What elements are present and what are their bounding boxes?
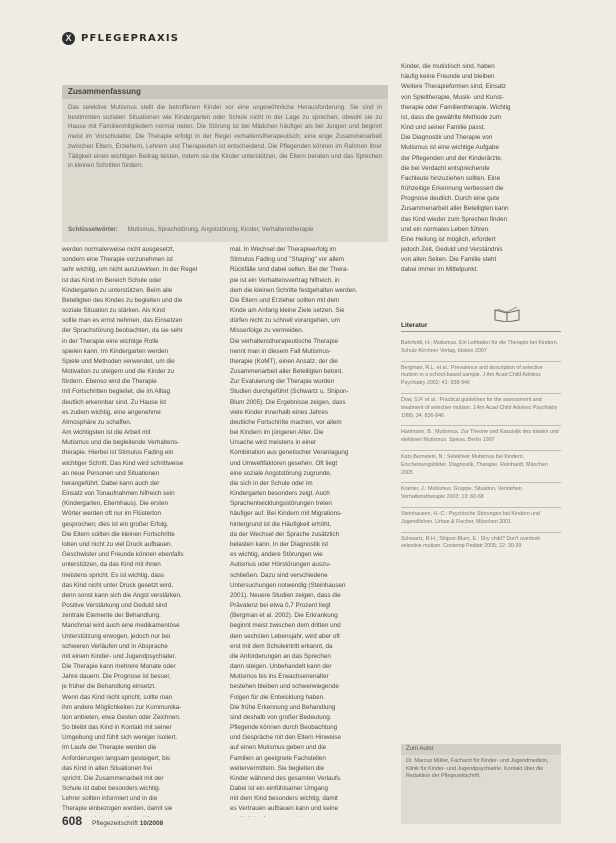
literature-entry: Steinhausen, H.-C.: Psychische Störungen bei Kindern und Jugendlichen. Urban & Fischer, München 2001: [401, 507, 561, 527]
text-line: es Vertrauen aufbauen kann und keine: [230, 805, 339, 813]
literature-entry: Katz-Bernstein, N.: Selektiver Mutismus bei Kindern. Erscheinungsbilder, Diagnostik, Therapie. Reinhardt, München 2005: [401, 450, 561, 477]
text-line: Prognose deutlich. Durch eine gute: [401, 195, 500, 203]
text-line: Therapie einbezogen werden, damit sie: [62, 805, 173, 813]
literature-entry: Bergman, R.L. et al.: Prevalence and description of selective mutism in a school-based sample. J Am Acad Child Adolesc Psychiatry 2002; 41: 938-946: [401, 361, 561, 388]
text-line: das Kind nicht unter Druck gesetzt wird,: [62, 581, 173, 589]
text-line: weitervermitteln. Sie begleiten die: [230, 764, 325, 772]
book-icon: [493, 306, 521, 322]
text-line: Die Therapie kann mehrere Monate oder: [62, 663, 176, 671]
text-line: Wenn das Kind nicht spricht, sollte man: [62, 693, 173, 701]
text-line: auf einen Mutismus geben und die: [230, 744, 327, 752]
summary-heading: Zusammenfassung: [62, 85, 388, 99]
text-line: meistens spricht. Es ist wichtig, dass: [62, 571, 165, 579]
text-line: und Umweltfaktoren gesehen. Oft liegt: [230, 459, 338, 467]
text-line: Folgen für die Entwicklung haben.: [230, 693, 325, 701]
text-line: und ein normales Leben führen.: [401, 225, 490, 233]
text-line: werden normalerweise nicht ausgesetzt,: [62, 246, 175, 253]
text-line: Kombination aus genetischer Veranlagung: [230, 449, 349, 457]
text-line: Stimulus Fading und "Shaping" vor allem: [230, 256, 345, 264]
text-line: fördern. Ebenso wird die Therapie: [62, 378, 157, 386]
journal-source: [92, 820, 163, 827]
text-line: die Anforderungen an das Sprechen: [230, 652, 331, 660]
text-line: Kindergarten besonders zeigt. Auch: [230, 490, 330, 498]
text-line: Fachleute hinzuziehen sollten. Eine: [401, 174, 501, 182]
text-line: denn sonst kann sich die Angst verstärken.: [62, 591, 182, 599]
text-line: Untersuchungen notwendig (Steinhausen: [230, 581, 346, 589]
text-line: da der Wechsel der Sprache zusätzlich: [230, 530, 340, 538]
text-line: Kinde am Anfang kleine Ziele setzen. Sie: [230, 307, 345, 315]
text-line: schweren Verläufen und in Absprache: [62, 642, 168, 650]
literature-entry: Kramer, J.: Mutismus. Gruppe, Situation, Verstehen. Verhaltenstherapie 2003; 13: 60-68: [401, 482, 561, 502]
text-line: loben und nicht zu viel Druck aufbauen.: [62, 540, 173, 548]
literature-entry: Hartmann, B.: Mutismus. Zur Theorie und Kasuistik des totalen und elektiven Mutismus. Spiess, Berlin 1997: [401, 425, 561, 445]
text-line: Kindergarten zu unterstützen. Beim alle: [62, 286, 173, 294]
text-line: 2001). Neuere Studien zeigen, dass die: [230, 591, 341, 599]
text-line: Atmosphäre zu schaffen.: [62, 418, 132, 426]
text-line: von Spieltherapie, Musik- und Kunst-: [401, 93, 504, 101]
text-line: Pflegende können durch Beobachtung: [230, 724, 338, 732]
text-line: nennt man in diesem Fall Mutismus-: [230, 347, 332, 355]
text-line: mit einem Kinder- und Jugendpsychiater.: [62, 652, 177, 660]
text-line: mit dem Kind besonders wichtig, damit: [230, 795, 338, 803]
section-header: [62, 30, 179, 46]
text-line: Mutismus ist eine wichtige Aufgabe: [401, 144, 500, 152]
text-line: Im Laufe der Therapie werden die: [62, 744, 157, 752]
literature-list: [401, 337, 561, 551]
text-line: Anforderungen langsam gesteigert, bis: [62, 754, 171, 762]
text-line: häufiger auf. Bei Kindern mit Migrations-: [230, 510, 343, 518]
text-line: Lehrer sollten informiert und in die: [62, 795, 158, 803]
text-line: tion anbieten, etwa Gesten oder Zeichnen.: [62, 713, 181, 721]
text-line: Ursache wird meistens in einer: [230, 439, 317, 447]
text-line: Jahre dauern. Die Prognose ist besser,: [62, 673, 171, 681]
keywords-line: [68, 226, 313, 233]
text-line: mit Fortschritten begleitet, die im Alltag: [62, 388, 171, 396]
text-line: mal. In Wechsel der Therapieerfolg im: [230, 246, 337, 253]
text-line: ihm andere Möglichkeiten zur Kommunika-: [62, 703, 182, 711]
author-heading: Zum Autor: [401, 744, 561, 755]
text-line: Kinder, die mutistisch sind, haben: [401, 63, 495, 70]
literature-heading: Literatur: [401, 322, 561, 332]
text-line: sondern eine Therapie vorzunehmen ist: [62, 256, 173, 264]
text-line: deutliche Fortschritte machen, vor allem: [230, 418, 342, 426]
summary-box: [62, 85, 388, 242]
text-line: Positive Verstärkung und Geduld sind: [62, 602, 168, 610]
text-line: herangeführt. Dabei kann auch der: [62, 479, 160, 487]
text-line: Die frühe Erkennung und Behandlung: [230, 703, 336, 711]
text-line: sind deshalb von großer Bedeutung.: [230, 713, 332, 721]
text-line: viele Kinder innerhalb eines Jahres: [230, 408, 329, 416]
text-line: hintergrund ist die Häufigkeit erhöht,: [230, 520, 332, 528]
text-line: Sprachentwicklungsstörungen treten: [230, 500, 332, 508]
text-line: der Pflegenden und der Kinderärzte,: [401, 154, 503, 162]
text-line: Geschwister und Freunde können ebenfalls: [62, 551, 184, 559]
text-line: Einsatz von Tonaufnahmen hilfreich sein: [62, 490, 175, 498]
text-line: Eine Heilung ist möglich, erfordert: [401, 235, 496, 243]
text-line: bei Kindern im jüngeren Alter. Die: [230, 429, 324, 437]
journal-issue: 10/2008: [139, 820, 164, 827]
author-box: [401, 744, 561, 824]
keywords-value: Mutismus, Sprachstörung, Angststörung, Kinder, Verhaltenstherapie: [127, 226, 314, 233]
text-line: schließen. Dazu sind verschiedene: [230, 571, 328, 579]
body-column-1: [62, 245, 220, 817]
text-line: eine soziale Angststörung zugrunde,: [230, 469, 332, 477]
body-column-3: [401, 62, 561, 302]
text-line: [230, 815, 388, 817]
text-line: unterstützen, da das Kind mit ihnen: [62, 561, 161, 569]
text-line: Kind und seiner Familie passt.: [401, 124, 486, 132]
text-line: ist, dass die gewählte Methode zum: [401, 113, 502, 121]
text-line: Rückfälle sind dabei selten. Bei der Thera-: [230, 266, 349, 274]
text-line: dem die kleinen Schritte festgehalten werden.: [230, 286, 358, 294]
text-line: Studien durchgeführt (Schwartz u. Shipon-: [230, 388, 349, 396]
text-line: ist das Kind im Bereich Schule oder: [62, 276, 162, 284]
text-line: therapie. Hierbei ist Stimulus Fading ein: [62, 449, 174, 457]
text-line: (Bergman et al. 2002). Die Erkrankung: [230, 612, 338, 620]
text-line: (Kindergarten, Elternhaus). Die ersten: [62, 500, 169, 508]
text-line: dabei immer im Mittelpunkt.: [401, 266, 478, 274]
text-line: häufig keine Freunde und bleiben: [401, 73, 495, 81]
text-line: in der Therapie eine wichtige Rolle: [62, 337, 159, 345]
author-text: Dr. Marcus Müller, Facharzt für Kinder- und Jugendmedizin, Klinik für Kinder- und Jugendpsychiatrie. Kontakt über die Redaktion der Pflegezeitschrift.: [406, 758, 549, 780]
text-line: Manchmal wird auch eine medikamentöse: [62, 622, 180, 630]
literature-entry: Bahrfeldt, H.; Mutismus. Ein Leitfaden für die Therapie bei Kindern. Schulz-Kirchner Verlag, Idstein 2007: [401, 340, 559, 354]
text-line: bestehen bleiben und schwerwiegende: [230, 683, 339, 691]
text-line: je früher die Behandlung einsetzt.: [62, 683, 156, 691]
text-line: Weitere Therapieformen sind, Einsatz: [401, 83, 507, 91]
text-line: soziale Situation zu stärken. Als Kind: [62, 307, 165, 315]
text-line: beginnt meist zwischen dem dritten und: [230, 622, 341, 630]
text-line: Misserfolge zu vermeiden.: [230, 327, 304, 335]
text-line: gesprochen; dies ist ein großer Erfolg.: [62, 520, 169, 528]
text-line: therapie oder Familientherapie. Wichtig: [401, 103, 511, 111]
text-line: Autismus oder Hörstörungen auszu-: [230, 561, 331, 569]
text-line: das Kind wieder zum Sprechen finden: [401, 215, 508, 223]
text-line: und Gespräche mit den Eltern Hinweise: [230, 734, 341, 742]
text-line: Zusammenarbeit aller Beteiligten kann: [401, 205, 509, 213]
text-line: Mutismus bis ins Erwachsenenalter: [230, 673, 329, 681]
keywords-label: Schlüsselwörter:: [68, 226, 118, 233]
text-line: jedoch Zeit, Geduld und Verständnis: [401, 246, 503, 254]
text-line: belasten kann. In der Diagnostik ist: [230, 540, 329, 548]
text-line: pie ist ein Verhaltensvertrag hilfreich, in: [230, 276, 340, 284]
text-line: Kinder während des gesamten Verlaufs.: [230, 774, 342, 782]
text-line: wichtiger Schritt. Das Kind wird schrittweise: [62, 459, 184, 467]
text-line: So bleibt das Kind in Kontakt mit seiner: [62, 724, 172, 732]
text-line: dem sechsten Lebensjahr, wird aber oft: [230, 632, 340, 640]
text-line: deutlich erkennbar sind. Zu Hause ist: [62, 398, 166, 406]
text-line: Am wichtigsten ist die Arbeit mit: [62, 429, 151, 437]
text-line: dann steigen. Unbehandelt kann der: [230, 663, 332, 671]
page-footer: [62, 814, 163, 828]
text-line: Prävalenz bei etwa 0,7 Prozent liegt: [230, 602, 331, 610]
text-line: Blum 2005). Die Ergebnisse zeigen, dass: [230, 398, 346, 406]
text-line: es zudem wichtig, eine angenehme: [62, 408, 161, 416]
section-title: PFLEGEPRAXIS: [81, 32, 180, 44]
text-line: Unterstützung erwogen, jedoch nur bei: [62, 632, 171, 640]
text-line: die bei Verdacht entsprechende: [401, 164, 490, 172]
text-line: an neue Personen und Situationen: [62, 469, 159, 477]
text-line: Beteiligten des Kindes zu begleiten und die: [62, 296, 183, 304]
literature-box: [401, 322, 561, 737]
text-line: Motivation zu steigern und die Kinder zu: [62, 368, 175, 376]
text-line: Spiele und Methoden verwendet, um die: [62, 357, 175, 365]
text-line: die sich in der Schule oder im: [230, 479, 313, 487]
text-line: das Kind in allen Situationen frei: [62, 764, 152, 772]
text-line: zentrale Elemente der Behandlung.: [62, 612, 161, 620]
text-line: Wörter werden oft nur im Flüsterton: [62, 510, 162, 518]
text-line: dürfen nicht zu schnell vorangehen, um: [230, 317, 340, 325]
text-line: Die verhaltenstherapeutische Therapie: [230, 337, 339, 345]
text-line: spricht. Die Zusammenarbeit mit der: [62, 774, 164, 782]
body-column-2: [230, 245, 388, 817]
text-line: Mutismus und die begleitende Verhaltens-: [62, 439, 180, 447]
text-line: Dabei ist ein einfühlsamer Umgang: [230, 785, 329, 793]
text-line: sollte man es ernst nehmen, das Einsetzen: [62, 317, 183, 325]
summary-text: Das selektive Mutismus stellt die betroffenen Kinder vor eine ungewöhnliche Herausforderung. Sie sind in bestimmten sozialen Situationen wie Kindergarten oder Schule nicht in der Lage zu sprechen, obwohl sie zu Hause mit Familienmitgliedern normal reden. Die Störung ist bei Mädchen häufiger als bei Jungen und beginnt meist im Vorschulalter. Die Therapie erfolgt in der Regel verhaltenstherapeutisch; eine enge Zusammenarbeit zwischen Eltern, Erziehern, Lehrern und Therapeuten ist entscheidend. Die Pflegenden können im Rahmen ihrer Tätigkeit einen wichtigen Beitrag leisten, indem sie die Kinder unterstützen, die Eltern beraten und das Sprechen in kleinen Schritten fördern.: [68, 104, 382, 170]
text-line: Die Eltern und Erzieher sollten mit dem: [230, 296, 340, 304]
text-line: Die Eltern sollten die kleinen Fortschritte: [62, 530, 175, 538]
text-line: es wichtig, andere Störungen wie: [230, 551, 323, 559]
text-line: spielen kann. Im Kindergarten werden: [62, 347, 169, 355]
text-line: therapie (KoMT), einen Ansatz, der die: [230, 357, 338, 365]
journal-name: Pflegezeitschrift: [92, 820, 138, 827]
text-line: frühzeitige Erkennung verbessert die: [401, 185, 504, 193]
text-line: der Sprachstörung beobachten, da sie sehr: [62, 327, 183, 335]
literature-entry: Dow, S.P. et al.: Practical guidelines for the assessment and treatment of selective mutism. J Am Acad Child Adolesc Psychiatry 1995; 34: 836-846: [401, 393, 561, 420]
text-line: Familien an geeignete Fachstellen: [230, 754, 326, 762]
page-number: 608: [62, 814, 83, 828]
literature-entry: Schwartz, R.H.; Shipon-Blum, E.: Shy child? Don't overlook selective mutism. Contemp Pediatr 2005; 22: 30-39: [401, 532, 561, 552]
text-line: sehr wichtig, um nicht auszuwirken. In der Regel: [62, 266, 198, 274]
text-line: Zusammenarbeit aller Beteiligten betont.: [230, 368, 344, 376]
text-line: von allen Seiten. Die Familie steht: [401, 256, 497, 264]
text-line: Zur Evaluierung der Therapie wurden: [230, 378, 335, 386]
text-line: Die Diagnostik und Therapie von: [401, 134, 493, 142]
text-line: Schule ist dabei besonders wichtig.: [62, 785, 161, 793]
text-line: Umgebung und fühlt sich weniger isoliert.: [62, 734, 178, 742]
text-line: erst mit dem Schuleintritt erkannt, da: [230, 642, 333, 650]
section-logo-icon: X: [62, 32, 75, 45]
